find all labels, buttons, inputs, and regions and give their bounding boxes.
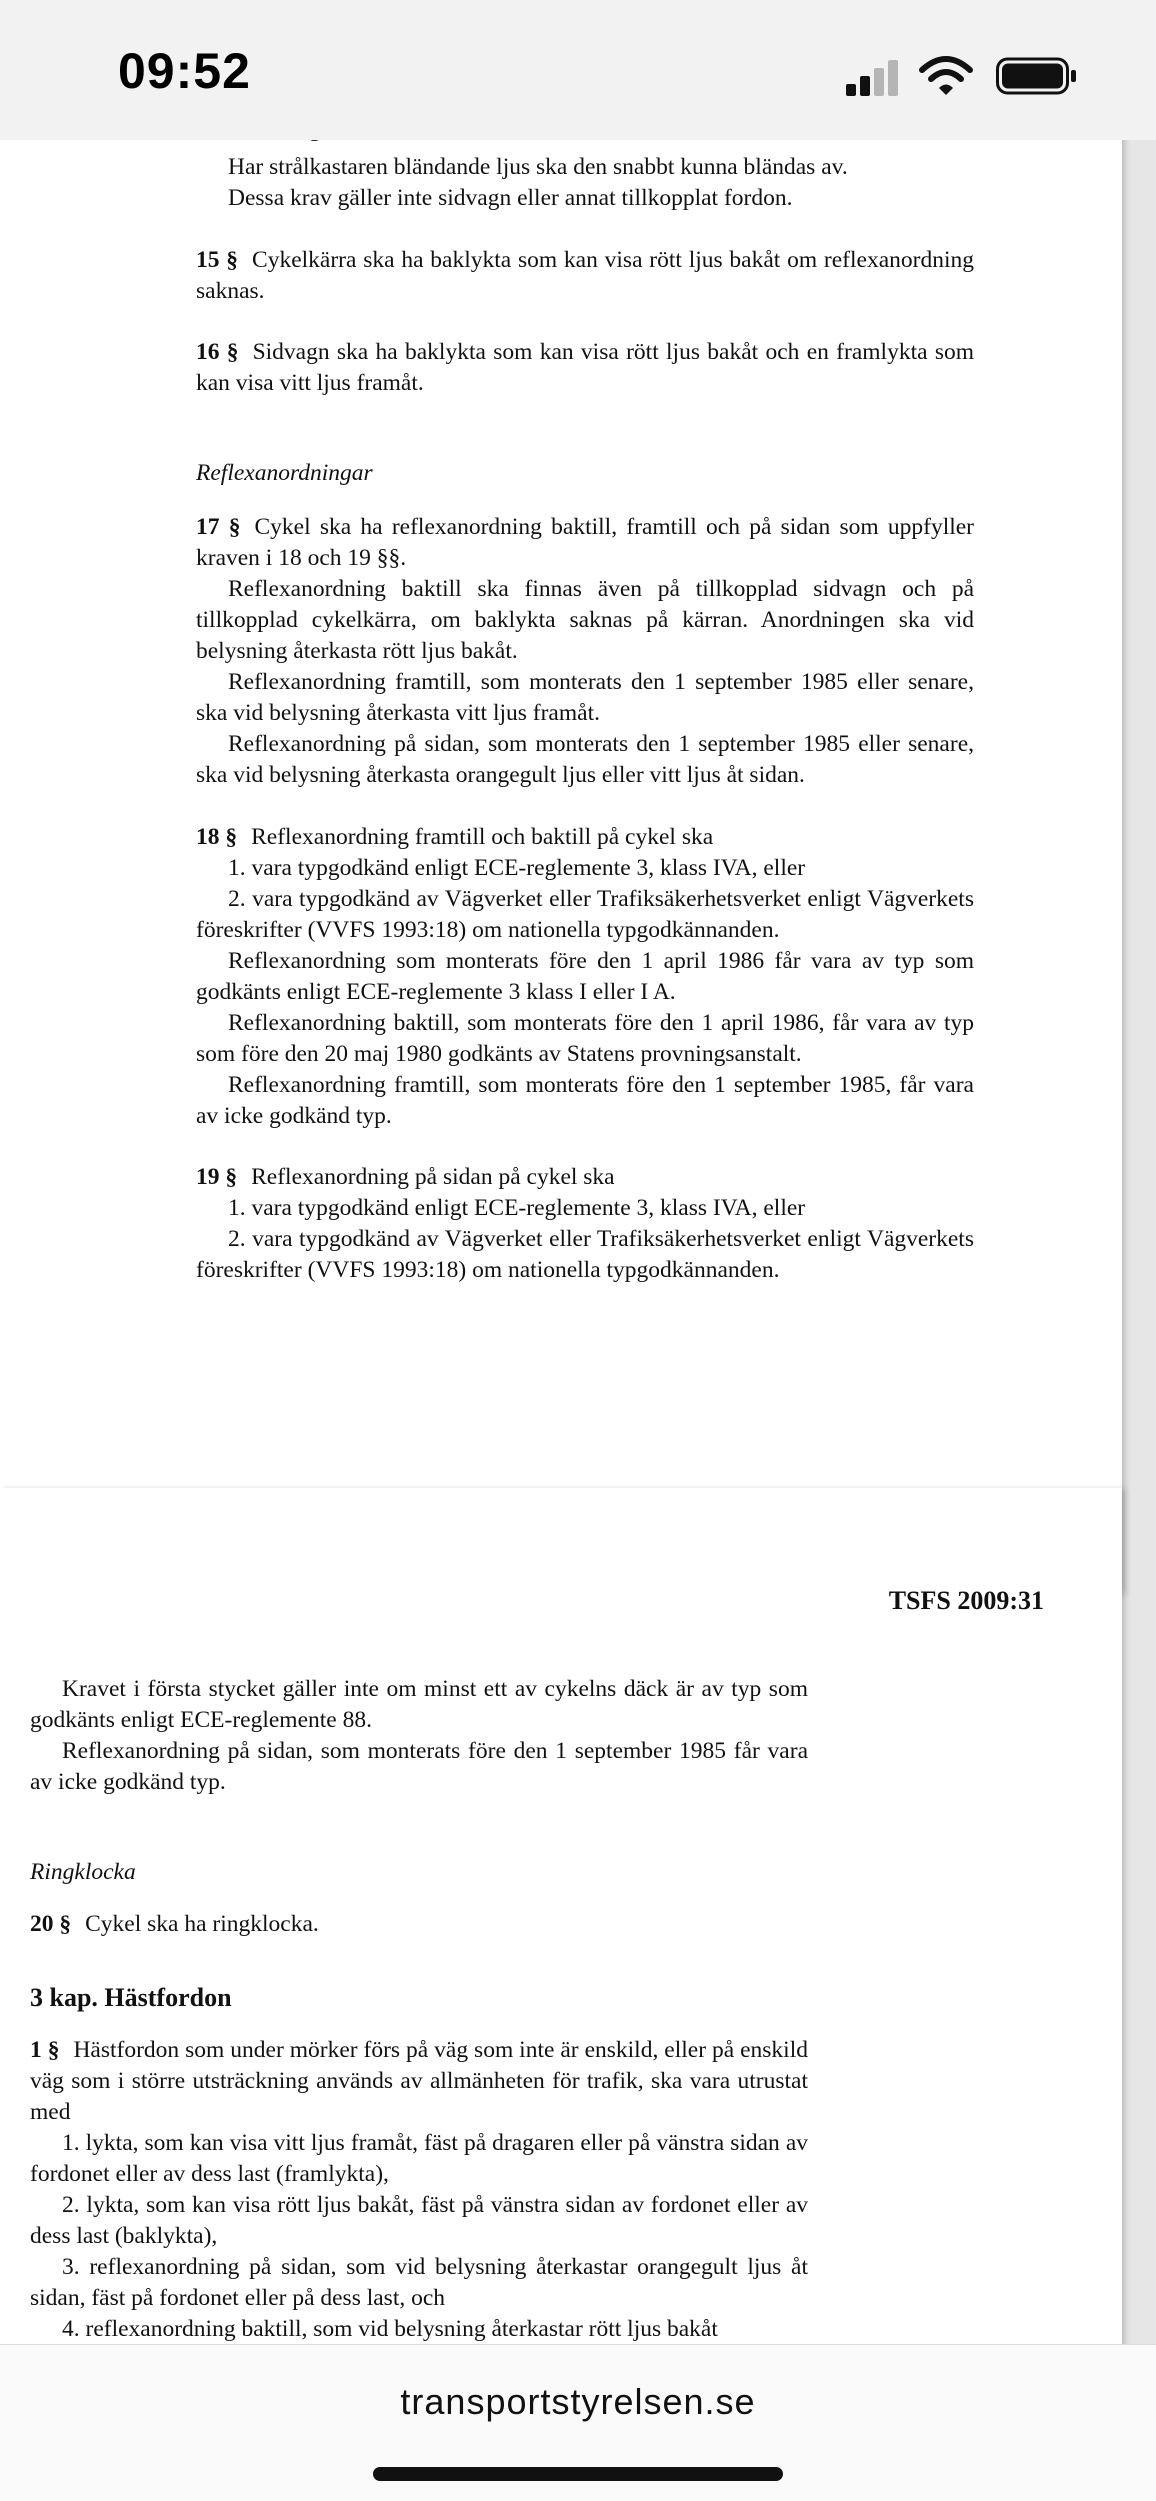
status-bar — [0, 0, 1156, 140]
subheading-reflexanordningar: Reflexanordningar — [196, 460, 373, 486]
section-20 — [30, 1909, 808, 1940]
section-number: 19 § — [196, 1164, 238, 1190]
section-text: Reflexanordning på sidan på cykel ska — [251, 1164, 615, 1190]
section-text: Cykel ska ha reflexanordning baktill, framtill och på sidan som uppfyller kraven i 18 och 19 §§. — [196, 514, 975, 571]
browser-address-bar[interactable] — [0, 2344, 1156, 2501]
home-indicator[interactable] — [373, 2467, 783, 2481]
text-line: Dessa krav gäller inte sidvagn eller annat tillkopplat fordon. — [228, 185, 793, 211]
list-item: 1. vara typgodkänd enligt ECE-reglemente 3, klass IVA, eller — [228, 1195, 806, 1221]
list-item: 2. lykta, som kan visa rött ljus bakåt, fäst på vänstra sidan av fordonet eller av dess last (baklykta), — [30, 2192, 808, 2249]
section-16 — [196, 337, 974, 399]
paragraph: Reflexanordning på sidan, som monterats före den 1 september 1985 får vara av icke godkänd typ. — [30, 1738, 808, 1795]
battery-icon — [996, 56, 1078, 96]
paragraph: Reflexanordning på sidan, som monterats den 1 september 1985 eller senare, ska vid belysning återkasta orangegult ljus eller vitt ljus åt sidan. — [196, 731, 974, 788]
paragraph: Reflexanordning framtill, som monterats den 1 september 1985 eller senare, ska vid belysning återkasta vitt ljus framåt. — [196, 669, 974, 726]
subheading-ringklocka: Ringklocka — [30, 1859, 136, 1885]
section-number: 15 § — [196, 247, 239, 273]
paragraph: Reflexanordning som monterats före den 1 april 1986 får vara av typ som godkänts enligt ECE-reglemente 3 klass I eller I A. — [196, 948, 974, 1005]
list-item: 2. vara typgodkänd av Vägverket eller Trafiksäkerhetsverket enligt Vägverkets föreskrifter (VVFS 1993:18) om nationella typgodkännanden. — [196, 886, 974, 943]
document-page-2 — [0, 1488, 1122, 2388]
section-17 — [196, 512, 974, 574]
text-line: Har strålkastaren bländande ljus ska den snabbt kunna bländas av. — [228, 154, 848, 180]
section-19 — [196, 1162, 974, 1193]
paragraph: Kravet i första stycket gäller inte om minst ett av cykelns däck är av typ som godkänts enligt ECE-reglemente 88. — [30, 1676, 808, 1733]
section-18 — [196, 822, 974, 853]
wifi-icon — [918, 54, 974, 98]
paragraph: Reflexanordning framtill, som monterats före den 1 september 1985, får vara av icke godkänd typ. — [196, 1072, 974, 1129]
list-item: 3. reflexanordning på sidan, som vid belysning återkastar orangegult ljus åt sidan, fäst på fordonet eller på dess last, och — [30, 2254, 808, 2311]
status-time: 09:52 — [118, 43, 251, 99]
pdf-viewer[interactable] — [0, 140, 1156, 2344]
section-number: 17 § — [196, 514, 241, 540]
list-item: 4. reflexanordning baktill, som vid belysning återkastar rött ljus bakåt — [62, 2316, 718, 2342]
list-item: 2. vara typgodkänd av Vägverket eller Trafiksäkerhetsverket enligt Vägverkets föreskrifter (VVFS 1993:18) om nationella typgodkännanden. — [196, 1226, 974, 1283]
signal-icon — [846, 60, 900, 96]
paragraph: Reflexanordning baktill, som monterats före den 1 april 1986, får vara av typ som före den 20 maj 1980 godkänts av Statens provningsanstalt. — [196, 1010, 974, 1067]
paragraph: Reflexanordning baktill ska finnas även på tillkopplad sidvagn och på tillkopplad cykelkärra, om baklykta saknas på kärran. Anordningen ska vid belysning återkasta rött ljus bakåt. — [196, 576, 974, 664]
url-text[interactable]: transportstyrelsen.se — [400, 2381, 756, 2422]
section-15 — [196, 245, 974, 307]
section-text: Cykelkärra ska ha baklykta som kan visa rött ljus bakåt om reflexanordning saknas. — [196, 247, 974, 304]
section-text: Reflexanordning framtill och baktill på cykel ska — [251, 824, 714, 850]
chapter-3-section-1 — [30, 2035, 808, 2128]
section-text: Cykel ska ha ringklocka. — [85, 1911, 319, 1937]
section-text: Hästfordon som under mörker förs på väg som inte är enskild, eller på enskild väg som i större utsträckning används av allmänheten för trafik, ska vara utrustat med — [30, 2037, 808, 2125]
list-item: 1. lykta, som kan visa vitt ljus framåt, fäst på dragaren eller på vänstra sidan av fordonet eller av dess last (framlykta), — [30, 2130, 808, 2187]
section-number: 18 § — [196, 824, 238, 850]
section-text: Sidvagn ska ha baklykta som kan visa rött ljus bakåt och en framlykta som kan visa vitt ljus framåt. — [196, 339, 975, 396]
section-number: 20 § — [30, 1911, 72, 1937]
section-number: 1 § — [30, 2037, 60, 2063]
list-item: 1. vara typgodkänd enligt ECE-reglemente 3, klass IVA, eller — [228, 855, 806, 881]
chapter-heading: 3 kap. Hästfordon — [30, 1983, 232, 2012]
document-code: TSFS 2009:31 — [888, 1586, 1044, 1615]
document-page-1 — [0, 100, 1122, 1594]
section-number: 16 § — [196, 339, 239, 365]
